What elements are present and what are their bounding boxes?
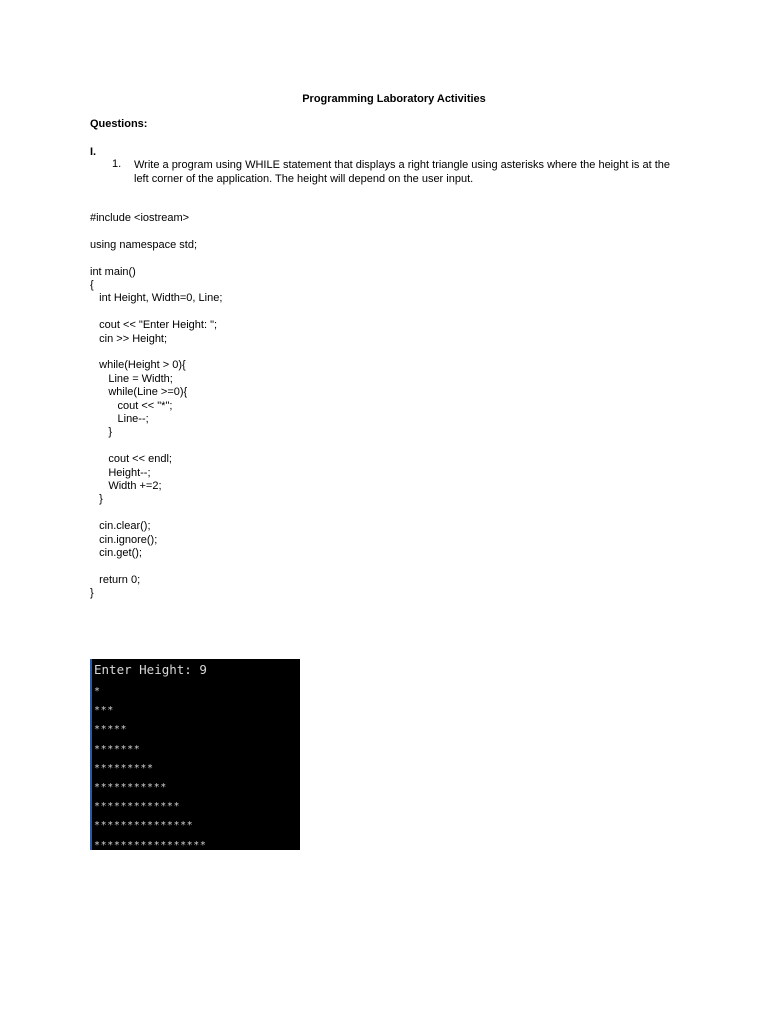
code-line: int main() — [90, 265, 136, 278]
code-line — [90, 252, 222, 265]
console-asterisk-row: *********** — [94, 782, 167, 793]
console-output-screenshot — [90, 659, 300, 850]
code-line: Line--; — [90, 413, 149, 426]
console-asterisk-row: ******* — [94, 743, 141, 755]
code-listing — [90, 212, 222, 601]
code-line: cin.clear(); — [90, 520, 151, 533]
code-line — [90, 225, 222, 238]
code-line — [90, 346, 222, 359]
code-line: using namespace std; — [90, 238, 198, 251]
console-asterisk-row: *** — [94, 705, 114, 717]
code-line: while(Height > 0){ — [90, 359, 186, 372]
code-line: return 0; — [90, 573, 141, 586]
code-line: } — [90, 587, 94, 600]
question-number: 1. — [112, 158, 122, 170]
code-line: int Height, Width=0, Line; — [90, 292, 223, 305]
code-line: #include <iostream> — [90, 212, 190, 224]
console-asterisk-row: ***************** — [94, 839, 207, 850]
code-line: Width +=2; — [90, 480, 162, 493]
code-line: cin >> Height; — [90, 332, 168, 345]
code-line: { — [90, 279, 94, 291]
code-line — [90, 507, 222, 520]
code-line: cout << "Enter Height: "; — [90, 319, 218, 332]
page-title: Programming Laboratory Activities — [302, 93, 486, 105]
code-line: } — [90, 426, 113, 439]
code-line — [90, 440, 222, 453]
section-number: I. — [90, 146, 97, 158]
code-line: cout << "*"; — [90, 399, 173, 412]
console-asterisk-row: ***** — [94, 724, 128, 736]
code-line: Line = Width; — [90, 372, 173, 385]
code-line: cin.ignore(); — [90, 533, 158, 546]
code-line: Height--; — [90, 466, 151, 479]
question-text: Write a program using WHILE statement that displays a right triangle using asterisks where the height is at the left corner of the application. The height will depend on the user input. — [134, 159, 670, 185]
code-line: cin.get(); — [90, 547, 142, 560]
console-asterisk-row: ********* — [94, 762, 154, 774]
code-line: } — [90, 493, 103, 506]
questions-heading: Questions: — [90, 118, 148, 130]
code-line — [90, 560, 222, 573]
code-line — [90, 306, 222, 319]
code-line: cout << endl; — [90, 453, 172, 466]
console-asterisk-row: * — [94, 686, 101, 697]
console-asterisk-row: *************** — [94, 820, 194, 832]
console-prompt: Enter Height: 9 — [94, 662, 207, 677]
code-line: while(Line >=0){ — [90, 386, 188, 399]
console-asterisk-row: ************* — [94, 801, 181, 813]
